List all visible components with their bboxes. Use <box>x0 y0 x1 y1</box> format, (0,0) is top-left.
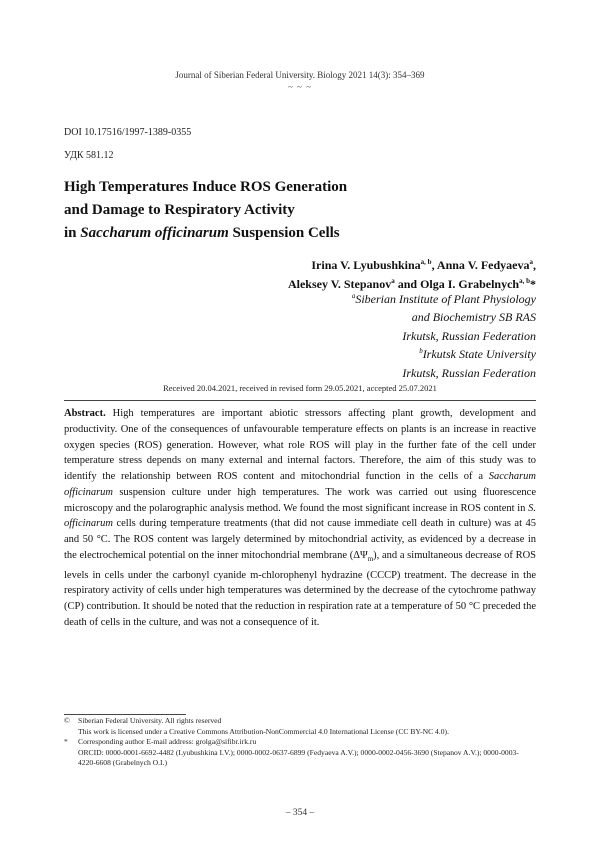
title-line-1: High Temperatures Induce ROS Generation <box>64 179 348 195</box>
affiliation-line: Irkutsk, Russian Federation <box>402 328 536 343</box>
footnote-text: ORCID: 0000-0001-6692-4482 (Lyubushkina I.V.); 0000-0002-0637-6899 (Fedyaeva A.V.); 0000-0002-0456-3690 (Stepanov A.V.); 0000-0003-4220-6608 (Grabelnych O.I.) <box>78 747 519 767</box>
affiliation-line <box>176 345 536 363</box>
article-title <box>64 176 444 245</box>
corresponding-mark: * <box>64 737 68 746</box>
author-line-1 <box>176 256 536 275</box>
license-footnote <box>64 716 536 737</box>
abstract <box>64 406 536 631</box>
affiliation-line: and Biochemistry SB RAS <box>411 310 536 325</box>
corresponding-mark: * <box>530 277 536 291</box>
affiliations <box>176 290 536 382</box>
title-line-2: and Damage to Respiratory Activity <box>64 202 295 218</box>
species-name: S. officinarum <box>64 502 536 530</box>
affiliation-text: Siberian Institute of Plant Physiology <box>355 292 536 306</box>
title-line-3 <box>64 222 444 245</box>
copyright-mark: © <box>64 716 70 725</box>
affiliation-line: Irkutsk, Russian Federation <box>402 365 536 380</box>
subscript: m <box>367 554 374 563</box>
title-suffix: Suspension Cells <box>228 225 340 241</box>
species-name: Saccharum officinarum <box>64 471 536 498</box>
author-name: Irina V. Lyubushkina <box>311 258 421 272</box>
abstract-divider <box>64 400 536 401</box>
affil-sup: a <box>351 292 356 300</box>
footnotes <box>64 716 536 769</box>
author-name: Olga I. Grabelnych <box>420 277 520 291</box>
author-affil-sup: a <box>391 277 395 285</box>
affil-sup: b <box>419 347 423 356</box>
author-name: Anna V. Fedyaeva <box>436 258 530 272</box>
affiliation-line <box>176 290 536 308</box>
author-affil-sup: a <box>529 258 533 266</box>
author-separator: , <box>431 258 437 272</box>
footnote-divider <box>64 714 186 715</box>
abstract-text: suspension culture under high temperatures. The work was carried out using fluorescence microscopy and the polarographic analysis method. We found the most significant increase in ROS content in <box>64 486 536 514</box>
abstract-label: Abstract. <box>64 408 106 419</box>
doi: DOI 10.17516/1997-1389-0355 <box>64 127 192 138</box>
title-prefix: in <box>64 225 81 241</box>
author-affil-sup: a, b <box>519 277 530 285</box>
author-list <box>176 256 536 294</box>
author-separator: , <box>533 258 536 272</box>
abstract-text: High temperatures are important abiotic stressors affecting plant growth, development and productivity. One of the consequences of unfavourable temperature effects on plants is an increase in reactive oxygen species (ROS) generation. However, what role ROS will play in the further fate of the cell under temperature stress depends on many external and internal factors. Therefore, the aim of this study was to identify the relationship between ROS content and mitochondrial function in the cells of a <box>64 408 536 482</box>
author-affil-sup: a, b <box>420 258 432 266</box>
page-number: – 354 – <box>285 808 315 818</box>
footnote-text: This work is licensed under a Creative Commons Attribution-NonCommercial 4.0 International License (CC BY-NC 4.0). <box>78 726 449 736</box>
abstract-text: ), and a simultaneous decrease of ROS levels in cells under the carbonyl cyanide m-chlorophenyl hydrazine (CCCP) treatment. The decrease in the respiratory activity of cells under high temperatures was determined by the decrease of the cytochrome pathway (CP) contribution. It should be noted that the reduction in respiration rate at a temperature of 50 °C preceded the death of cells in the culture, and was not a consequence of it. <box>64 549 536 628</box>
journal-header: Journal of Siberian Federal University. Biology 2021 14(3): 354–369 <box>175 70 425 80</box>
affiliation-text: Irkutsk State University <box>422 347 536 362</box>
udk-code: УДК 581.12 <box>64 150 114 161</box>
header-separator: ~ ~ ~ <box>287 82 313 92</box>
corresponding-footnote <box>64 737 536 769</box>
author-name: Aleksey V. Stepanov <box>287 277 392 291</box>
footnote-text: Corresponding author E-mail address: grolga@sifibr.irk.ru <box>78 737 257 746</box>
author-separator: and <box>394 277 421 291</box>
abstract-text: cells during temperature treatments (that did not cause immediate cell death in culture) was at 45 and 50 °C. The ROS content was largely determined by mitochondrial activity, as evidenced by a decrease in the electrochemical potential on the inner mitochondrial membrane (ΔΨ <box>64 518 536 561</box>
footnote-text: Siberian Federal University. All rights reserved <box>78 716 222 725</box>
title-species: Saccharum officinarum <box>80 225 229 241</box>
received-dates: Received 20.04.2021, received in revised form 29.05.2021, accepted 25.07.2021 <box>163 383 437 393</box>
